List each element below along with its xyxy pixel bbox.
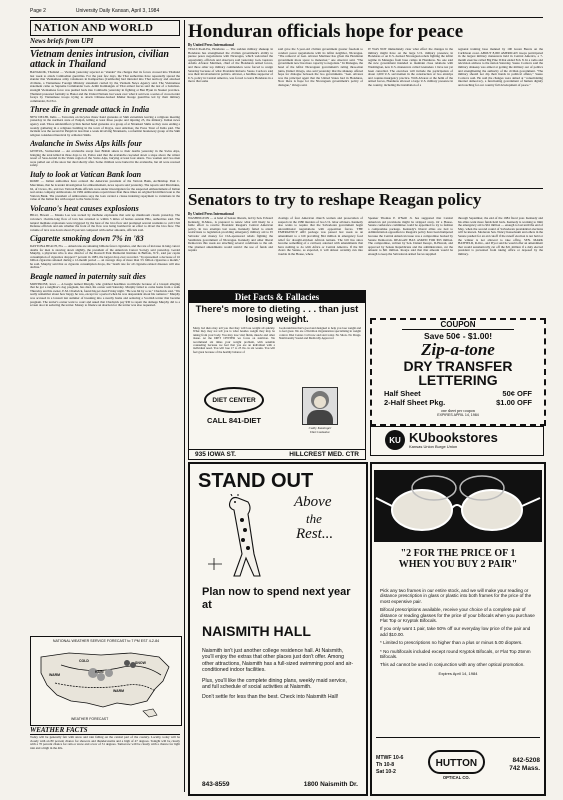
hutton-headline: "2 FOR THE PRICE OF 1 WHEN YOU BUY 2 PAIR" (398, 548, 518, 570)
senators-col-1: WASHINGTON — A band of Senate liberals, led by Sen. Edward Kennedy, D-Mass., is prepared to renew what will likely be a futile effort to rewrite President Reagan's Central American policy. In two attempts last week, Kennedy failed to attach restrictions to legislation providing emergency military aid to El Salvador and money for CIA-sponsored rebels fighting the Sandinista government of Nicaragua. Kennedy and other liberal Democrats this week are attaching several conditions to the aid. The planned amendments would restrict the use of funds and require (188, 216, 273, 253)
weather-facts (30, 726, 180, 792)
weather-facts-body: Today will be generally fair with snow and rain falling on the central part of the country. Locally, today will be cloudy with an 80 percent chance for showers and thunderstorms and a high of 47 degrees. Tonight will be cloudy with a 70 percent chance for rain or snow and a low of 31 degrees. Tomorrow will be cloudy with a chance for light rain and a high in the 40s. (30, 735, 180, 750)
region-label-cold: COLD (79, 659, 89, 663)
coupon-product-2: LETTERING (418, 372, 498, 388)
region-label-warm-2: WARM (113, 689, 125, 693)
weather-map-title: NATIONAL WEATHER SERVICE FORECAST to 7 PM EST 4-2-84 (52, 639, 160, 643)
two-half-sheet-price: $1.00 OFF (496, 398, 532, 407)
coupon-label: COUPON (402, 320, 514, 330)
hutton-phone: 842-5208 (512, 757, 540, 764)
cigarette-headline: Cigarette smoking down 7% in '83 (30, 234, 144, 244)
region-label-warm: WARM (49, 673, 61, 677)
senators-col-4: through September, the end of the 1984 fiscal year. Kennedy and his allies want more funds held back. Kennedy is working to limit the emergency aid to $61 million — enough to last until the end of May, when the second round of Salvadoran presidential elections will be known. Moderate Sen. Nancy Kassebaum and others in the Senate pushed for an aid cutoff if the runoff election is not held or the winner is not allowed to take office. SEN. MARK HATFIELD, R-Ore., and Pryor said he would offer an amendment that would automatically cut off the $21 million if a duly elected president is prevented from taking office or deposed by the military. (458, 216, 543, 256)
weather-facts-title: WEATHER FACTS (30, 726, 180, 735)
beagle-body: MONTROSE, Iowa — A beagle named Murphy, who grabbed headlines worldwide because of a lawsuit alleging that he got a neighbor's dog pregnant, has died, his owner said Saturday. Murphy failed to come home from a walk Thursday and his owner, E.M. Chadwick, found his pet dead Friday night. "He was hit by a car," Chadwick said. "We really remember about how happy he was, except for a period when he was despondent about his romance." Murphy was accused in a lawsuit last summer of breaking into a nearby home and seducing a Scottish terrier that became pregnant. The terrier's owner went to court and asked that Chadwick pay $30 to repair the damage Murphy did to a screen door in seducing the terrier. Money to finance an abortion for the terrier was also requested. (30, 281, 180, 308)
diet-phone: CALL 841-DIET (206, 416, 262, 425)
counselor-photo (302, 387, 338, 425)
vatican-headline: Italy to look at Vatican Bank loan (30, 169, 142, 179)
naismith-phone: 843-8559 (202, 781, 230, 788)
naismith-headline-3: the (306, 511, 322, 526)
weather-map (30, 636, 182, 726)
naismith-hall-ad (188, 462, 368, 796)
hutton-hours-1: MTWF 10-6 (376, 754, 404, 761)
coupon-product-1: DRY TRANSFER (403, 358, 513, 374)
naismith-address: 1800 Naismith Dr. (303, 781, 358, 788)
honduras-col-2: said gave the 3-year-old civilian government greater freedom to conduct peace negotiations with its leftist neighbor, Nicaragua. "The removal of Gen. Alvarez Martinez has given the Honduran government more space to maneuver," one observer said. "The government now has more capacity to negotiate." In Managua, the head of the leftist Nicaraguan government's ruling three-man junta, Daniel Ortega, also said yesterday that the shakeup offered hope for dialogue between the two governments. "Gen. Alvarez was the principal agent that the United States had in Honduras. Now there is hope for the Nicaraguan government's policy of dialogue," Ortega said. (278, 47, 363, 87)
senators-col-3: Speaker Thomas P. O'Neill Jr. has suggested that Central American aid provisions might be stripped away. Or a House-Senate conference committee could be appointed to try to fashion a compromise package. Kennedy's liberal allies are tied to Administration opposition to Reagan's policy have been hampered because the Central American issue was a compromise backed by Senate Democrats. REAGAN HAS ASKED FOR $93 million. The compromise, written by Sen. Daniel Inouye, D-Hawaii, and approved by Senate Republicans and the administration, cut the amount to $61 million. Inouye said that that amount would be enough to keep the Salvadoran armed forces supplied (368, 216, 453, 256)
senators-col-2: closings of four American church women and prosecution of suspects in the 1980 murders of two U.S. labor advisers. Kennedy also wants to require that the Salvadoran government begin unconditional negotiations with opposition forces. THE EMERGENCY AID package was passed last week as an amendment to a bill providing $94 million in emergency food relief for drought-stricken African nations. The bill has since become something of a cartload, adorned with amendments that have nothing to do with Africa or Central America. If the bill clears the Senate, as expected, it will almost certainly run into trouble in the House, where (278, 216, 363, 256)
grenade-headline: Three die in grenade attack in India (30, 105, 150, 115)
hutton-hours-2: Th 10-8 (376, 761, 395, 768)
header-rule (30, 17, 543, 18)
honduras-byline: By United Press International (188, 43, 234, 47)
avalanche-headline: Avalanche in Swiss Alps kills four (30, 139, 142, 149)
giraffe-illustration-icon (198, 494, 288, 578)
hutton-expires: Expires April 14, 1984 (438, 670, 478, 676)
naismith-hall-name: NAISMITH HALL (202, 623, 311, 639)
grenade-body: NEW DELHI, India — Terrorists on bicycles threw hand grenades at Sikh extremists leaving a religious meeting yesterday in the northern state of Punjab, killing at least three people and injuring 25, the ministry. Indian news agency said. Three unidentified cyclists hurled hand grenades at a group of at Nirankari Sikhs as they were ending a weekly gathering in a religious building in the town of Rayya, near Amritsar, the Press Trust of India said. The incident was the second in Punjab in less than a week involving Nirankaris, a reformist breakaway group of the Sikh religion considered heretical by orthodox Sikhs. (30, 114, 180, 137)
senators-headline: Senators to try to reshape Reagan policy (188, 190, 482, 209)
naismith-headline-4: Rest... (296, 526, 334, 542)
zipatone-brand: Zip-a-tone (421, 340, 495, 359)
page-number: Page 2 (30, 8, 46, 14)
hutton-address: 742 Mass. (509, 765, 540, 772)
zipatone-coupon (370, 318, 546, 426)
volcano-headline: Volcano's heat causes explosions (30, 203, 139, 213)
region-label-snow: SNOW (135, 661, 146, 665)
naismith-body-2: Plus, you'll like the complete dining plans, weekly maid service, and full schedule of social activities at Naismith. (202, 677, 347, 691)
hutton-body-6: This ad cannot be used in conjunction with any other optical promotion. (380, 662, 525, 668)
hutton-body-4: * Limited to prescriptions no higher than a plus or minus 5.00 diopters. (380, 640, 523, 646)
half-sheet-label: Half Sheet (384, 389, 421, 398)
diet-col-2: foods nutrition that's good and designed to help you lose weight and to feel great. We are a Nutrition Organization specializing in weight control. Diet Center. Call now and start today. No Shots. No Drugs. Nutritionally Sound and Medically Approved (279, 327, 361, 341)
vietnam-headline: Vietnam denies intrusion, civilian attack in Thailand (30, 49, 169, 70)
coupon-limit: one sheet per coupon (441, 408, 475, 413)
us-map-graphic (31, 645, 181, 723)
hutton-brand: HUTTON (435, 758, 478, 769)
diet-headline: There's more to dieting . . . than just losing weight. (195, 304, 359, 325)
column-divider (184, 20, 185, 792)
ku-bookstores-ad (370, 426, 544, 456)
weather-legend: WEATHER FORECAST (71, 717, 109, 721)
naismith-body-1: Naismith isn't just another college residence hall. At Naismith, you'll enjoy the extras that other places just don't offer. Among other attractions, Naismith has a full-sized swimming pool and air-conditioned indoor facilities. (202, 648, 354, 674)
diet-banner: Diet Facts & Fallacies (189, 291, 365, 303)
ku-sub: Kansas Union Burge Union (409, 444, 458, 449)
two-half-sheet-label: 2-Half Sheet Pkg. (384, 398, 446, 407)
region-label-rain: RAIN (95, 670, 104, 674)
naismith-headline-2: Above (294, 494, 332, 510)
hutton-optical-ad (370, 462, 546, 796)
counselor-title: Diet Counselor (310, 430, 330, 434)
senators-body (188, 212, 543, 290)
hutton-body-2: Bifocal prescriptions available, receive your choice of a complete pair of distance or reading glasses for the price of your bifocals when you purchase Flat Top or Kryptok Bifocals. (380, 607, 535, 624)
volcano-body: HILO, Hawaii — Mauna Loa was rocked by methane explosions that sent up mushroom clouds yesterday. The volcano's 16-mile-long flow of lava has returned to within 5 miles of homes outside Hilo, authorities said. The natural methane explosions were triggered by the heat of the lava flow and prompted several residents to call Civil Defense officials and ask whether the front of the flow was being bombed in an effort to divert the lava flow. The volume of lava was down about 25 percent compared with earlier amounts, officials said. (30, 213, 180, 232)
avalanche-body: GENEVA, Switzerland — An avalanche swept four British skiers to their deaths yesterday in the Swiss Alps, bringing the total killed in three days to 16. Police said that the avalanche cascaded down a slope above the winter resort of Saas-Grund in the Valais region of the Swiss Alps, burying at least four skiers. Two women and two men were pulled out of the snow but died shortly after. Some children were buried in the avalanche, but all were rescued safely. (30, 148, 180, 168)
vietnam-body: BANGKOK, Thailand — Vietnam yesterday rejected as "slander" the charges that its forces crossed into Thailand last week to attack Cambodian guerrillas. For the past few days, the Thai authorities have repeatedly spread the slander that Vietnamese army volunteers in Kampuchea (Cambodia) had intruded into Thai territory and attacked civilians, a Vietnamese Foreign Ministry statement carried by the Vietnam News Agency said. The Vietnamese statement came as Supreme Commander Gen. Arthit Kamlangek of Thai armed forces said the last of a battalion-strength Vietnamese force was pushed back into Cambodia yesterday in fighting at Ban Hyun in Sisaket province. Thailand protested formally to Hanoi and the United Nations last week over what it said was a series of cross-border forays by Vietnamese troops trying to attack Chinese-backed Khmer Rouge guerrillas led by their military commander, Pol Pot. (30, 70, 180, 103)
honduras-headline: Honduran officials hope for peace (188, 22, 464, 42)
diet-col-1: Many fad diets may tell you that they will lose weight all quickly. What they may not tell you is what besides weight they may be taking from your body. You may lose vital fluids, muscle and other tissue. At the DIET CENTER we focus on nutrition. We recommend six times your weight problem, with sensible counseling because we feel that you are an individual with a individual need. You will lose 17 to 25 lbs. in six weeks. You will feel great because of the healthy balance of (193, 327, 275, 354)
diet-center-logo (204, 387, 264, 413)
honduras-col-3: IT WAS NOT immediately clear what effect the changes in the military might have on the large U.S. military presence in Honduras or on U.S.-backed Nicaraguan rebels fighting the leftist regime in Managua from base camps in Honduras. No one said the new government intended to maintain close relations with Washington, new U.S. maneuvers called Grenadero 1 have not yet been cancelled. The exercises will include the participation of about 1,000 U.S. servicemen in the construction of two airstrips and counter-insurgency practice. With Alvarez at the helm of the armed forces, Honduras allowed a large U.S. military presence in the country, including the installation of a (368, 47, 453, 87)
ku-logo (385, 430, 405, 450)
vatican-body: ROME — Italian authorities have ordered the American president of the Vatican Bank, Archbishop Paul C. Marcinkus, that he is under investigation for embezzlement, news reports said yesterday. The reports said Marcinkus, 62, of Cicero, Ill., and two Vatican Bank officials were under investigation for the suspected embezzlement of Italian real estate company Ambrosiano. In 1982 Ambrosiano repaid more than three times an original $4 million loan to the Vatican Bank. The president of Ambrosiano says the loan carried a clause indexing repayment to variations in the value of the Italian lira with respect to the Swiss franc. (30, 179, 180, 202)
hutton-logo (428, 750, 485, 774)
section-title: NATION AND WORLD (34, 22, 154, 34)
cigarette-body: DAYTONA BEACH, Fla. — Americans are smoking billions fewer cigarettes, and the rate of increase in lung cancer deaths for men is slowing down slightly, the president of the American Cancer Society said yesterday. Gerald Murphy, a physician who is also director of the Roswell Park Memorial Institute in Buffalo, N.Y., said per capita consumption of cigarettes dropped 7 percent in 1983, the largest drop ever recorded. "It represented a decrease of 16 billion cigarettes smoked during a 12-month period — an average drop of more than 3½ billion cigarettes a month," he said. Murphy said that as cigarette consumption drops, the "death rate for all cigarette-related diseases will also decline." (30, 243, 180, 270)
rule (30, 47, 180, 48)
coupon-expires: EXPIRES APRIL 14, 1984 (437, 413, 479, 417)
nation-world-column (30, 20, 180, 632)
section-subtitle: News briefs from UPI (30, 37, 94, 45)
hutton-body-3: If you only want 1 pair, take 50% off our everyday low price of the pair and add $10.00. (380, 626, 531, 637)
naismith-body-3: Don't settle for less than the best. Check into Naismith Hall! (202, 694, 339, 701)
hutton-body-1: Pick any two frames in our entire stock, and we will make your reading or distance prescription in glass or plastic into both frames for the price of the most expensive pair. (380, 588, 532, 604)
senators-byline: By United Press International (188, 212, 234, 216)
honduras-story (188, 22, 543, 186)
diet-address: 935 IOWA ST. (195, 451, 236, 458)
diet-center-ad (188, 290, 366, 460)
hutton-body-5: * No multifocals included except round Kryptok Bifocals, or Flat Top 25mm Bifocals. (380, 648, 531, 660)
honduras-col-1: TEGUCIGALPA, Honduras — The sudden military shakeup in Honduras has strengthened the civilian government's ability to pursue peace negotiations with Nicaragua, which welcomed the opportunity, officials and observers said yesterday. Gen. Gustavo Adolfo Alvarez Martinez, chief of the Honduran armed forces, and three other top military commanders were forced to resign Saturday because of what President Roberto Suazo Cordova said was their involvement in politics. Alvarez, a hardline supporter of U.S. policy in Central America, was forced to leave Honduras in a move that some (188, 47, 273, 84)
naismith-plan: Plan now to spend next year at (202, 586, 351, 611)
ku-name: KUbookstores (409, 430, 498, 445)
eyeglasses-icon (374, 470, 542, 542)
rule (188, 188, 543, 189)
beagle-headline: Beagle named in paternity suit dies (30, 272, 146, 282)
counselor-name: Cathy Kassinger (308, 426, 332, 430)
diet-logo-text: DIET CENTER (212, 396, 256, 404)
hutton-optical: OPTICAL CO. (442, 775, 470, 780)
diet-location: HILLCREST MED. CTR (289, 451, 359, 458)
glasses-illustration (374, 470, 542, 542)
half-sheet-price: 50¢ OFF (502, 389, 532, 398)
paper-dateline: University Daily Kansan, April 3, 1984 (75, 8, 160, 14)
honduras-col-4: regional training base manned by 100 Green Berets on the Caribbean coast. ABOUT 8,000 AMERICAN troops participated in the largest military maneuvers held in Central America, a 7-month exercise called Big Pine II that ended Feb. 8. In a radio and television address to the nation Saturday, Suazo Cordova said the military shakeup was aimed at getting the military out of politics and strengthening the authority of the civilian government. "The military should not dip their hands in political affairs," Suazo Cordova said. He said the changes were aimed at "consolidating internal democracy, a functioning government of human dignity and reaching for our country full development of peace." (458, 47, 543, 87)
coupon-save: Save 50¢ - $1.00! (423, 331, 493, 341)
ku-logo-text: KU (389, 435, 401, 445)
naismith-headline-1: STAND OUT (198, 470, 314, 492)
hutton-hours-3: Sat 10-2 (376, 768, 396, 775)
